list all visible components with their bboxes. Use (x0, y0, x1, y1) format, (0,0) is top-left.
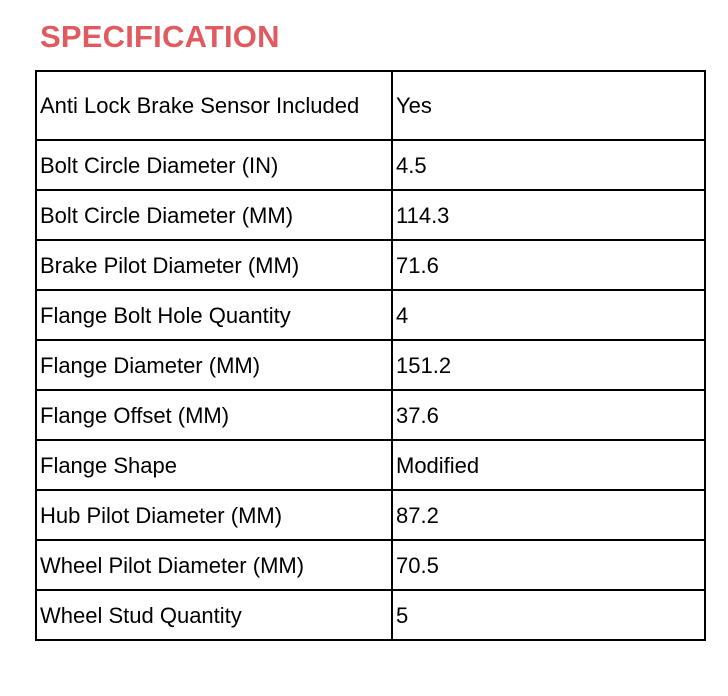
table-row (36, 590, 705, 640)
table-row (36, 240, 705, 290)
table-row (36, 390, 705, 440)
spec-label: Anti Lock Brake Sensor Included (36, 71, 392, 140)
spec-label: Flange Shape (36, 440, 392, 490)
spec-label: Wheel Pilot Diameter (MM) (36, 540, 392, 590)
spec-value: 87.2 (392, 490, 705, 540)
spec-value: 4.5 (392, 140, 705, 190)
spec-label: Flange Bolt Hole Quantity (36, 290, 392, 340)
spec-label: Wheel Stud Quantity (36, 590, 392, 640)
spec-value: Yes (392, 71, 705, 140)
table-row (36, 71, 705, 140)
table-row (36, 290, 705, 340)
spec-label: Flange Offset (MM) (36, 390, 392, 440)
spec-label: Bolt Circle Diameter (IN) (36, 140, 392, 190)
table-row (36, 340, 705, 390)
section-heading: SPECIFICATION (40, 19, 280, 54)
table-row (36, 190, 705, 240)
spec-label: Hub Pilot Diameter (MM) (36, 490, 392, 540)
spec-label: Bolt Circle Diameter (MM) (36, 190, 392, 240)
table-row (36, 540, 705, 590)
spec-label: Flange Diameter (MM) (36, 340, 392, 390)
spec-value: 70.5 (392, 540, 705, 590)
spec-value: 151.2 (392, 340, 705, 390)
spec-value: 114.3 (392, 190, 705, 240)
spec-value: 5 (392, 590, 705, 640)
specification-table (35, 70, 706, 641)
spec-label: Brake Pilot Diameter (MM) (36, 240, 392, 290)
table-row (36, 490, 705, 540)
table-row (36, 440, 705, 490)
spec-value: 37.6 (392, 390, 705, 440)
spec-value: Modified (392, 440, 705, 490)
spec-value: 4 (392, 290, 705, 340)
table-row (36, 140, 705, 190)
spec-value: 71.6 (392, 240, 705, 290)
